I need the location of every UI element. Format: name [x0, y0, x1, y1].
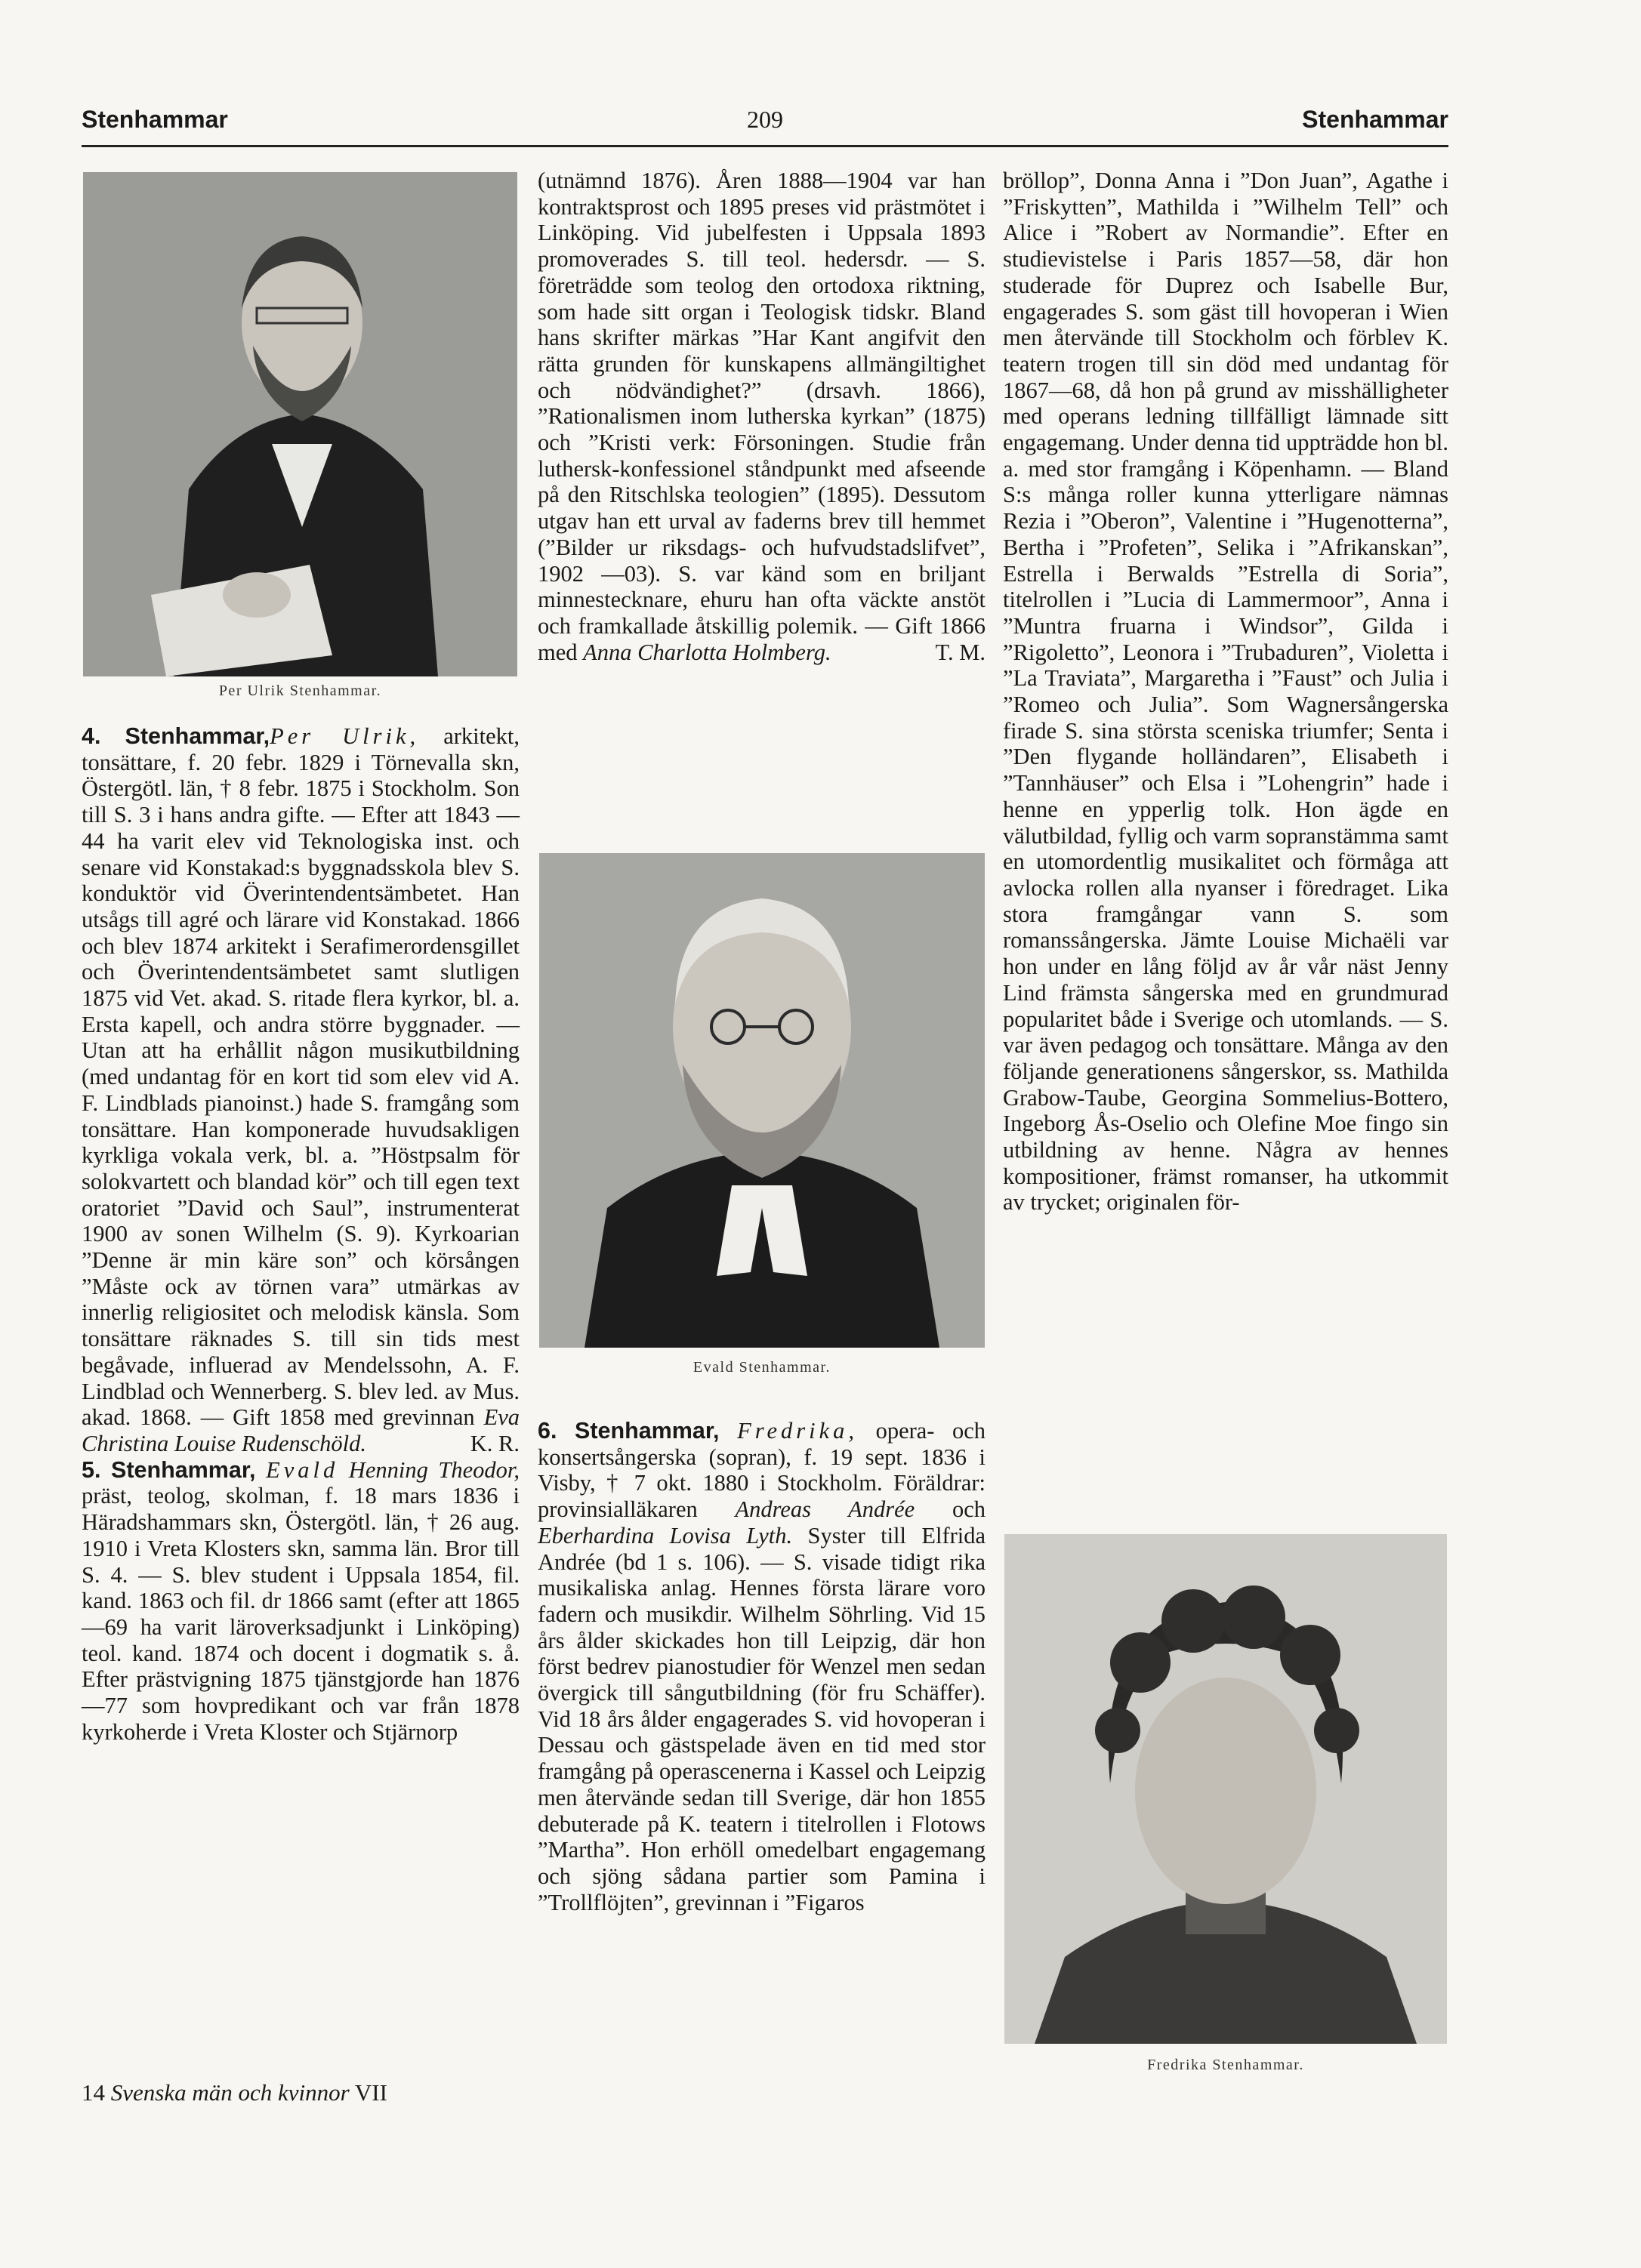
entry-5-continued-text: (utnämnd 1876). Åren 1888—1904 var han kontraktsprost och 1895 preses vid prästmötet i Linköping. Vid jubelfesten i Uppsala 1893 promoverades S. till teol. hedersdr. — S. företrädde som teolog den ortodoxa riktning, som hade sitt organ i Teologisk tidskr. Bland hans skrifter märkas ”Har Kant angifvit den rätta grunden för kunskapens allmängiltighet och nödvändighet?” (drsavh. 1866), ”Rationalismen inom lutherska kyrkan” (1875) och ”Kristi verk: Försoningen. Studie från luthersk-konfessionel ståndpunkt med afseende på den Ritschlska teologien” (1895). Dessutom utgav han ett urval av faderns brev till hemmet (”Bilder ur riksdags- och hufvudstadslifvet”, 1902 —03). S. var känd som en briljant minnestecknare, ehuru han ofta väckte anstöt och framkallade åtskillig polemik. — Gift 1866 med — [538, 168, 986, 665]
column-1 — [82, 723, 520, 1745]
footer — [82, 2079, 387, 2106]
entry-5 — [82, 1457, 520, 1746]
header-right: Stenhammar — [1302, 106, 1448, 133]
portrait-per-ulrik — [83, 172, 517, 676]
entry-5-given-name-2: Henning Theodor, — [348, 1456, 520, 1483]
entry-5-number: 5. — [82, 1456, 101, 1483]
entry-6-father: Andreas Andrée — [735, 1496, 915, 1523]
footer-volume: VII — [354, 2079, 387, 2106]
footer-signature-number: 14 — [82, 2079, 105, 2106]
entry-6-and: och — [952, 1496, 986, 1523]
portrait-evald — [539, 853, 985, 1348]
entry-5-surname: Stenhammar, — [110, 1456, 256, 1483]
entry-6-text-1: opera- och konsertsångerska (sopran), f. 19 sept. 1836 i Visby, † 7 okt. 1880 i Stockholm. Föräldrar: provinsialläkaren — [538, 1418, 986, 1523]
entry-6-mother: Eberhardina Lovisa Lyth. — [538, 1522, 793, 1548]
entry-6-continued — [1003, 168, 1448, 1216]
page-number: 209 — [747, 106, 783, 133]
footer-title: Svenska män och kvinnor — [110, 2079, 350, 2106]
entry-5-signature: T. M. — [935, 639, 986, 665]
column-2-bottom — [538, 1418, 986, 1915]
entry-4-surname: Stenhammar, — [125, 723, 270, 749]
entry-6 — [538, 1418, 986, 1915]
entry-6-text-2: Syster till Elfrida Andrée (bd 1 s. 106). — S. visade tidigt rika musikaliska anlag. Hennes första lärare voro fadern och musikdir. Wilhelm Söhrling. Vid 15 års ålder skickades hon till Leipzig, där hon först bedrev pianostudier för Wenzel men sedan övergick till sångutbildning (för fru Schäffer). Vid 18 års ålder engagerades S. vid hovoperan i Dessau och gästspelade även en tid med stor framgång på operascenerna i Kassel och Leipzig men återvände sedan till Sverige, där hon 1855 debuterade på K. teatern i titelrollen i Flotows ”Martha”. Hon erhöll omedelbart engagemang och sjöng sådana partier som Pamina i ”Trollflöjten”, grevinnan i ”Figaros — [538, 1522, 986, 1915]
entry-6-number: 6. — [538, 1418, 557, 1444]
caption-evald: Evald Stenhammar. — [692, 1359, 831, 1376]
entry-5-spouse: Anna Charlotta Holmberg. — [583, 639, 831, 665]
entry-4-spouse: Eva Christina Louise Rudenschöld. — [82, 1404, 520, 1456]
header-rule — [82, 145, 1448, 147]
portrait-fredrika — [1004, 1534, 1447, 2044]
header-left: Stenhammar — [82, 106, 228, 133]
entry-6-given-name: Fredrika, — [737, 1418, 859, 1444]
column-3 — [1003, 168, 1448, 1216]
column-2 — [538, 168, 986, 665]
caption-per-ulrik: Per Ulrik Stenhammar. — [218, 683, 382, 699]
entry-4-given-name: Per Ulrik, — [270, 723, 420, 749]
entry-5-continued — [538, 168, 986, 665]
entry-6-continued-text: bröllop”, Donna Anna i ”Don Juan”, Agathe i ”Friskytten”, Mathilda i ”Wilhelm Tell” och Alice i ”Robert av Normandie”. Efter en studievistelse i Paris 1857—58, där hon studerade för Duprez och Isabelle Bur, engagerades S. som gäst till hovoperan i Wien men återvände till Stockholm och förblev K. teatern trogen till sin död med undantag för 1867—68, då hon på grund av misshälligheter med operans ledning tillfälligt lämnade sitt engagemang. Under denna tid uppträdde hon bl. a. med stor framgång i Köpenhamn. — Bland S:s många roller kunna ytterligare nämnas Rezia i ”Oberon”, Valentine i ”Hugenotterna”, Bertha i ”Profeten”, Selika i ”Afrikanskan”, Estrella i Berwalds ”Estrella di Soria”, titelrollen i ”Lucia di Lammermoor”, Anna i ”Muntra fruarna i Windsor”, Gilda i ”Rigoletto”, Leonora i ”Trubaduren”, Violetta i ”La Traviata”, Margaretha i ”Faust” och Julia i ”Romeo och Julia”. Som Wagnersångerska firade S. sina största sceniska triumfer; Senta i ”Den flygande holländaren”, Elisabeth i ”Tannhäuser” och Elsa i ”Lohengrin” hade i henne en ypperlig tolk. Hon ägde en välutbildad, fyllig och varm sopranstämma samt en utomordentlig musikalitet och förmåga att avlocka rollen alla nyanser i föredraget. Lika stora framgångar vann S. som romanssångerska. Jämte Louise Michaëli var hon under en lång följd av år vår näst Jenny Lind främsta sångerska med en grundmurad popularitet både i Sverige och utomlands. — S. var även pedagog och tonsättare. Många av den följande generationens sångerskor, ss. Mathilda Grabow-Taube, Georgina Sommelius-Bottero, Ingeborg Ås-Oselio och Olefine Moe fingo sin utbildning av henne. Några av hennes kompositioner, främst romanser, ha utkommit av trycket; originalen för- — [1003, 168, 1448, 1216]
entry-5-given-name: Evald — [266, 1456, 339, 1483]
entry-6-surname: Stenhammar, — [574, 1418, 720, 1444]
entry-5-text: präst, teolog, skolman, f. 18 mars 1836 i Häradshammars skn, Östergötl. län, † 26 aug. 1910 i Vreta Klosters skn, samma län. Bror till S. 4. — S. blev student i Uppsala 1854, fil. kand. 1863 och fil. dr 1866 samt (efter att 1865—69 ha varit läroverksadjunkt i Linköping) teol. kand. 1874 och docent i dogmatik s. å. Efter prästvigning 1875 tjänstgjorde han 1876—77 som hovpredikant och var från 1878 kyrkoherde i Vreta Kloster och Stjärnorp — [82, 1483, 520, 1745]
running-header — [82, 106, 1448, 143]
entry-4-number: 4. — [82, 723, 101, 749]
entry-4-signature: K. R. — [470, 1430, 520, 1456]
caption-fredrika: Fredrika Stenhammar. — [1147, 2057, 1304, 2073]
entry-4-text: arkitekt, tonsättare, f. 20 febr. 1829 i Törnevalla skn, Östergötl. län, † 8 febr. 1875 i Stockholm. Son till S. 3 i hans andra gifte. — Efter att 1843 —44 ha varit elev vid Teknologiska inst. och senare vid Konstakad:s byggnadsskola blev S. konduktör vid Överintendentsämbetet. Han utsågs till agré och lärare vid Konstakad. 1866 och blev 1874 arkitekt i Serafimerordensgillet och Överintendentsämbetet samt slutligen 1875 vid Vet. akad. S. ritade flera kyrkor, bl. a. Ersta kapell, och andra större byggnader. — Utan att ha erhållit någon musikutbildning (med undantag för en kort tid som elev vid A. F. Lindblads pianoinst.) hade S. framgång som tonsättare. Han komponerade huvudsakligen kyrkliga vokala verk, bl. a. ”Höstpsalm för solokvartett och blandad kör” och till egen text oratoriet ”David och Saul”, instrumenterat 1900 av sonen Wilhelm (S. 9). Kyrkoarian ”Denne är min käre son” och körsången ”Måste ock av törnen vara” utmärkas av innerlig religiositet och melodisk känsla. Som tonsättare räknades S. till sin tids mest begåvade, influerad av Mendelssohn, A. F. Lindblad och Wennerberg. S. blev led. av Mus. akad. 1868. — Gift 1858 med grevinnan — [82, 723, 520, 1431]
entry-4 — [82, 723, 520, 1457]
